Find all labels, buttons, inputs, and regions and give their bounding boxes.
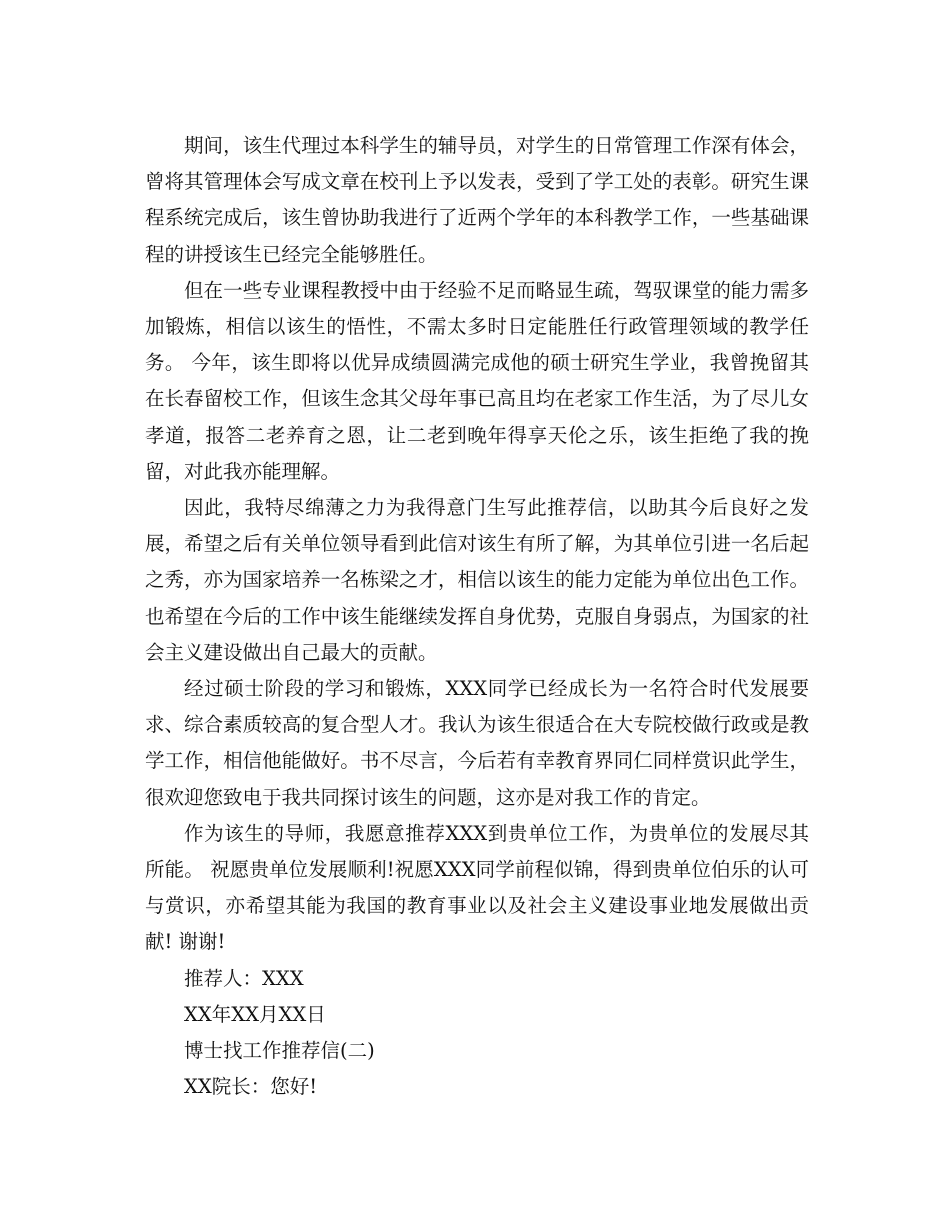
paragraph-1: 期间，该生代理过本科学生的辅导员，对学生的日常管理工作深有体会，曾将其管理体会写成文章在校刊上予以发表，受到了学工处的表彰。研究生课程系统完成后，该生曾协助我进行了近两个学年的本科教学工作，一些基础课程的讲授该生已经完全能够胜任。	[145, 134, 809, 266]
next-letter-title: 博士找工作推荐信(二)	[184, 1039, 375, 1063]
paragraph-3: 因此，我特尽绵薄之力为我得意门生写此推荐信，以助其今后良好之发展，希望之后有关单位领导看到此信对该生有所了解，为其单位引进一名后起之秀，亦为国家培养一名栋梁之才，相信以该生的能力定能为单位出色工作。也希望在今后的工作中该生能继续发挥自身优势，克服自身弱点，为国家的社会主义建设做出自己最大的贡献。	[145, 496, 809, 664]
paragraph-5: 作为该生的导师，我愿意推荐XXX到贵单位工作，为贵单位的发展尽其所能。 祝愿贵单位发展顺利!祝愿XXX同学前程似锦，得到贵单位伯乐的认可与赏识，亦希望其能为我国的教育事业以及社会主义建设事业地发展做出贡献! 谢谢!	[145, 821, 809, 954]
date-line: XX年XX月XX日	[184, 1002, 326, 1026]
salutation-line: XX院长：您好!	[184, 1075, 318, 1099]
letter-body	[145, 128, 809, 1105]
paragraph-2: 但在一些专业课程教授中由于经验不足而略显生疏，驾驭课堂的能力需多加锻炼，相信以该生的悟性，不需太多时日定能胜任行政管理领域的教学任务。 今年，该生即将以优异成绩圆满完成他的硕士研究生学业，我曾挽留其在长春留校工作，但该生念其父母年事已高且均在老家工作生活，为了尽儿女孝道，报答二老养育之恩，让二老到晚年得享天伦之乐，该生拒绝了我的挽留，对此我亦能理解。	[145, 278, 809, 483]
paragraph-4: 经过硕士阶段的学习和锻炼，XXX同学已经成长为一名符合时代发展要求、综合素质较高的复合型人才。我认为该生很适合在大专院校做行政或是教学工作，相信他能做好。书不尽言，今后若有幸教育界同仁同样赏识此学生，很欢迎您致电于我共同探讨该生的问题，这亦是对我工作的肯定。	[145, 677, 809, 809]
recommender-line: 推荐人：XXX	[184, 966, 304, 990]
